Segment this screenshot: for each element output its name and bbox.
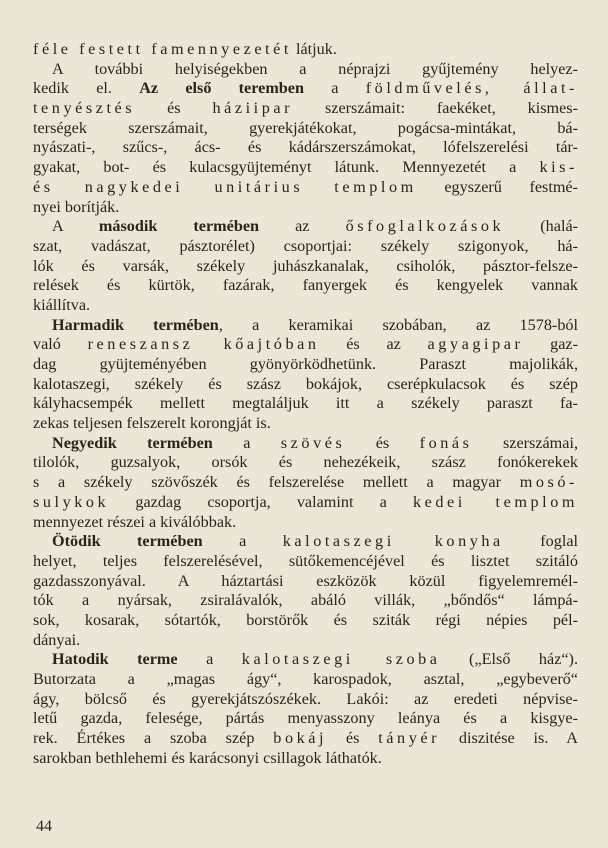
body-text [33,40,578,768]
text-run: szat, vadászat, pásztorélet) csoportjai: székely szigonyok, há- [33,236,578,255]
text-run: való [33,335,88,354]
text-run: dag gyüjteményében gyönyörködhetünk. Paraszt majolikák, [33,355,578,373]
spaced-emphasis: bokáj [273,729,328,748]
text-run: gazdasszonyával. A háztartási eszközök közül figyelemremél- [33,571,578,590]
text-line [33,79,578,99]
text-run: gaz- [523,335,578,354]
text-run: terségek szerszámait, gyerekjátékokat, pogácsa-mintákat, bá- [33,118,578,137]
spaced-emphasis: agyagipar [427,335,524,354]
text-line [33,611,578,631]
text-line [33,119,578,139]
text-line [33,335,578,355]
bold-emphasis: Negyedik termében [52,433,213,452]
text-run: sok, kosarak, sótartók, borstörők és sziták régi népies pél- [33,610,578,629]
text-run: és [135,99,213,118]
spaced-emphasis: és nagykedei unitárius templom [33,177,417,196]
spaced-emphasis: háziipar [212,99,294,118]
text-run: nyei borítják. [33,197,120,216]
text-run: sarokban bethlehemi és karácsonyi csillagok láthatók. [33,748,382,767]
text-line [33,670,578,690]
paragraph [33,217,578,315]
text-run: szerszámait: faekéket, kismes- [293,99,578,118]
spaced-emphasis: szövés [280,433,346,452]
paragraph [33,316,578,434]
paragraph [33,60,578,218]
text-line [33,40,578,60]
text-line [33,591,578,611]
text-run: a [212,433,281,452]
text-run: Butorzata a „magas ágy“, karospadok, asztal, „egybeverő“ [33,670,578,688]
text-run: A [52,217,99,236]
text-line [33,473,578,493]
text-run: (halá- [504,217,578,236]
text-line [33,493,578,513]
text-line [33,257,578,277]
text-run: , a keramikai szobában, az 1578-ból [218,315,578,334]
text-run: az [259,217,346,236]
text-line [33,690,578,710]
text-line [33,709,578,729]
spaced-emphasis: fonás [419,433,473,452]
text-run: gyakat, bot- és kulacsgyüjteményt látunk. Mennyezetét a [33,158,540,177]
text-run: relések és kürtök, fazárak, fanyergek és kengyelek vannak [33,276,578,295]
text-line [33,631,578,651]
bold-emphasis: Az első teremben [139,79,304,98]
spaced-emphasis: sulykok [33,492,110,511]
text-line [33,60,578,80]
text-run: és [345,433,420,452]
text-line [33,316,578,336]
text-run: A további helyiségekben a néprajzi gyűjtemény helyez- [52,59,578,78]
spaced-emphasis: féle festett famennyezetét [33,40,292,58]
text-run: foglal [503,532,578,551]
text-run: helyet, teljes felszerelésével, sütőkemencéjével és lisztet szitáló [33,551,578,570]
text-run: gazdag csoportja, valamint a [109,492,413,511]
text-line [33,650,578,670]
text-run: rek. Értékes a szoba szép [33,729,274,748]
text-run: kályhacsempék mellett megtaláljuk itt a székely paraszt fa- [33,394,578,413]
text-run: tók a nyársak, zsiralávalók, abáló villák, „bőndős“ lámpá- [33,591,578,610]
text-run: a [304,79,366,98]
spaced-emphasis: ősfoglalkozások [345,217,505,236]
text-run: dányai. [33,630,81,649]
text-line [33,99,578,119]
bold-emphasis: Ötödik termében [52,532,203,551]
text-line [33,355,578,375]
spaced-emphasis: kedei templom [412,492,578,511]
text-run: kalotaszegi, székely és szász bokájok, cserépkulacsok és szép [33,374,578,393]
page-number: 44 [36,818,52,835]
text-line [33,296,578,316]
bold-emphasis: második termében [98,217,260,236]
paragraph [33,434,578,532]
spaced-emphasis: kis- [539,158,578,177]
text-line [33,375,578,395]
text-run: és az [319,335,428,354]
spaced-emphasis: tányér [378,729,441,748]
bold-emphasis: Hatodik terme [52,650,178,669]
text-line [33,453,578,473]
spaced-emphasis: kalotaszegi szoba [241,650,441,669]
text-run: s a székely szövőszék és felszerelése mellett a magyar [33,473,520,492]
text-run: látjuk. [291,40,337,58]
paragraph [33,40,578,60]
text-line [33,749,578,769]
spaced-emphasis: kalotaszegi konyha [282,532,504,551]
paragraph [33,650,578,768]
text-run: szerszámai, [472,433,578,452]
text-run: diszitése is. A [440,729,578,748]
text-line [33,414,578,434]
text-run: kiállítva. [33,295,91,314]
text-line [33,276,578,296]
text-line [33,198,578,218]
spaced-emphasis: reneszansz kőajtóban [87,335,320,354]
text-run: („Első ház“). [440,650,578,669]
text-run: ágy, bölcső és gyerekjátszószékek. Lakói: az eredeti népvise- [33,689,578,708]
text-line [33,729,578,749]
text-run: nyászati-, szűcs-, ács- és kádárszerszámokat, lófelszerelési tár- [33,138,578,157]
text-line [33,237,578,257]
text-line [33,158,578,178]
text-run: zekas teljesen felszerelt korongját is. [33,414,271,433]
text-line [33,552,578,572]
bold-emphasis: Harmadik termében [52,315,219,334]
text-line [33,532,578,552]
spaced-emphasis: földművelés, állat- [365,79,578,98]
text-line [33,217,578,237]
paragraph [33,532,578,650]
text-run: a [202,532,283,551]
text-run: kedik el. [33,79,140,98]
text-line [33,434,578,454]
spaced-emphasis: tenyésztés [33,99,136,118]
text-run: letű gazda, felesége, pártás menyasszony leánya és a kisgye- [33,709,578,728]
text-line [33,513,578,533]
text-line [33,572,578,592]
text-run: egyszerű festmé- [416,177,578,196]
text-line [33,394,578,414]
text-run: lók és varsák, székely juhászkanalak, csiholók, pásztor-felsze- [33,256,578,275]
spaced-emphasis: mosó- [519,473,578,492]
text-line [33,178,578,198]
text-run: és [327,729,379,748]
text-run: tilolók, guzsalyok, orsók és nehezékeik, szász fonókerekek [33,453,578,472]
text-line [33,138,578,158]
text-run: a [177,650,242,669]
text-run: mennyezet részei a kiválóbbak. [33,512,237,531]
